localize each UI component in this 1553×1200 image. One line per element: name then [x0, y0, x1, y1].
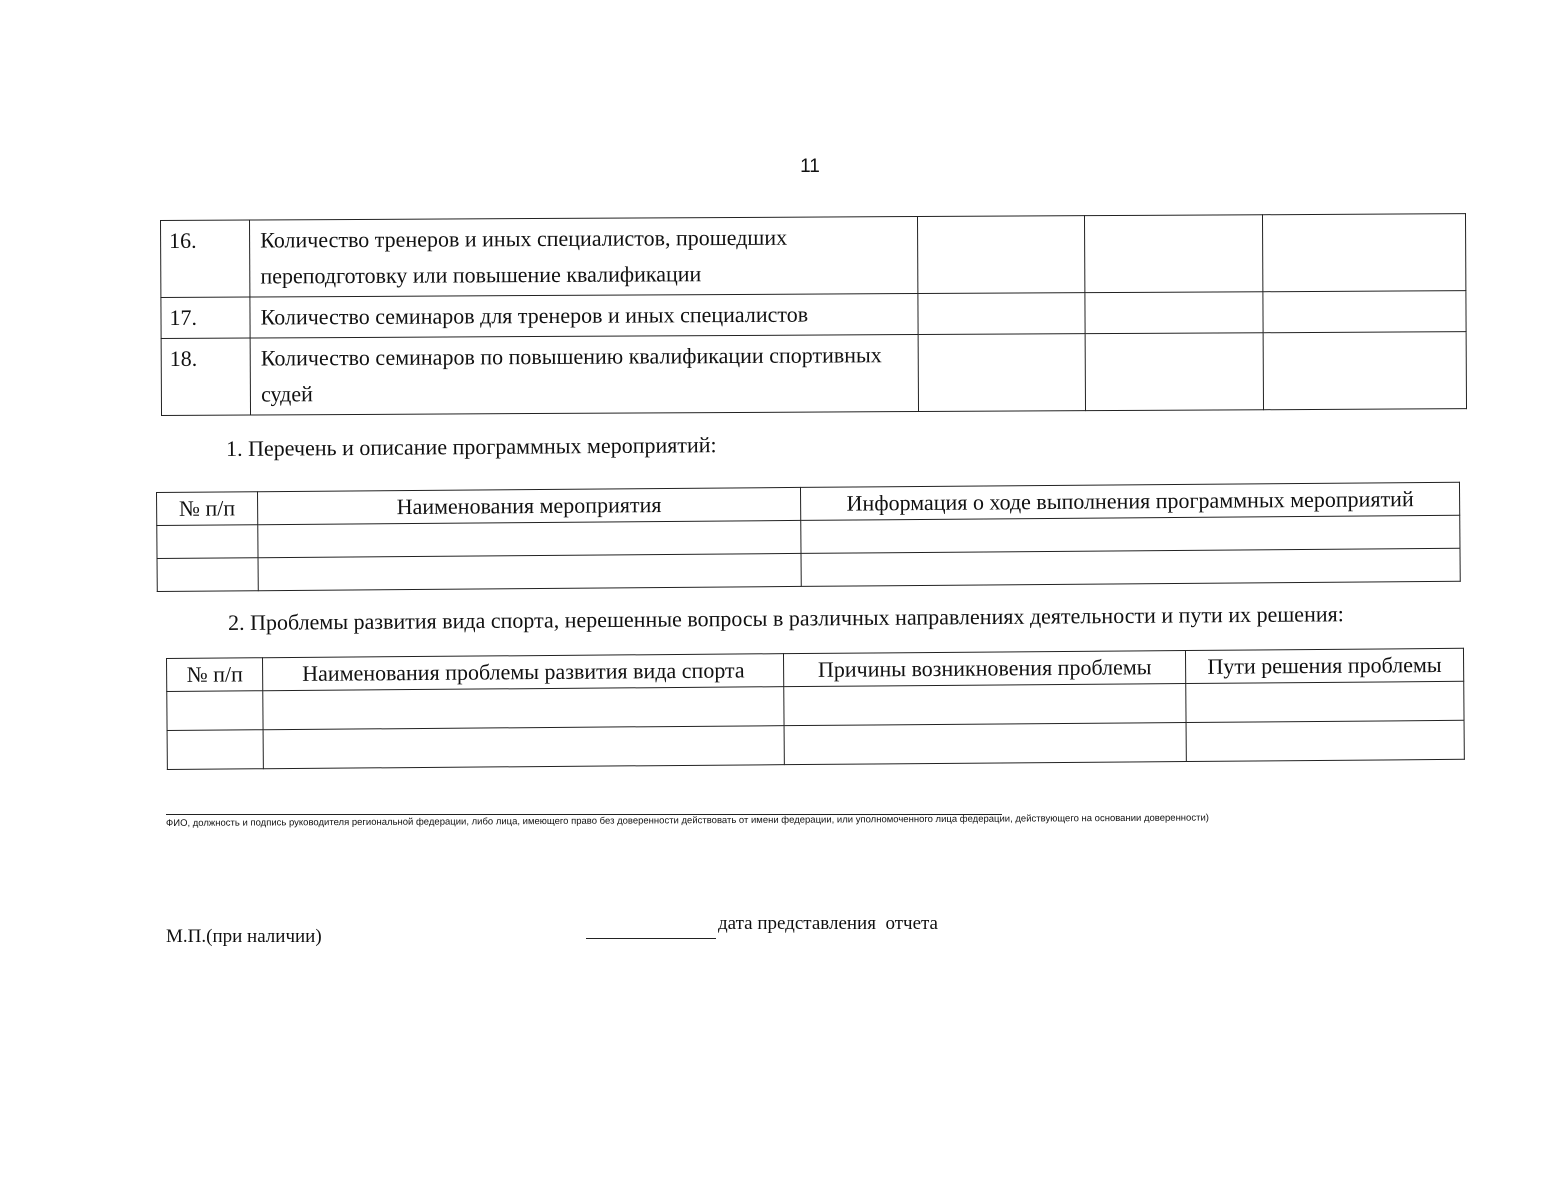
empty-cell[interactable]: [258, 553, 802, 590]
row-number: 18.: [161, 338, 251, 415]
date-line[interactable]: [586, 938, 716, 939]
empty-cell[interactable]: [784, 683, 1186, 725]
column-header-progress-info: Информация о ходе выполнения программных мероприятий: [801, 482, 1460, 520]
empty-cell[interactable]: [167, 730, 264, 770]
problems-table: [166, 648, 1465, 770]
indicator-name: Количество семинаров по повышению квалификации спортивных судей: [250, 335, 918, 415]
empty-cell[interactable]: [257, 520, 801, 557]
empty-cell[interactable]: [1186, 681, 1464, 722]
empty-cell[interactable]: [167, 691, 264, 731]
table-row: [161, 332, 1466, 416]
empty-cell[interactable]: [1186, 720, 1464, 761]
table-row: [161, 291, 1466, 339]
empty-cell[interactable]: [784, 722, 1186, 764]
value-cell[interactable]: [1085, 215, 1263, 293]
row-number: 16.: [161, 220, 251, 297]
page-number: 11: [800, 156, 820, 177]
value-cell[interactable]: [918, 216, 1086, 294]
section-1-heading: 1. Перечень и описание программных мероприятий:: [226, 432, 717, 461]
value-cell[interactable]: [1262, 214, 1466, 292]
column-header-event-name: Наименования мероприятия: [257, 487, 801, 524]
table-row: [161, 214, 1466, 298]
empty-cell[interactable]: [157, 525, 258, 559]
signature-caption: ФИО, должность и подпись руководителя региональной федерации, либо лица, имеющего право без доверенности действовать от имени федерации, или уполномоченного лица федерации, действующего на основании доверенности): [166, 812, 1209, 829]
column-header-number: № п/п: [167, 658, 263, 692]
empty-cell[interactable]: [157, 558, 258, 592]
value-cell[interactable]: [1085, 292, 1262, 334]
empty-cell[interactable]: [801, 515, 1460, 553]
value-cell[interactable]: [1263, 291, 1467, 333]
value-cell[interactable]: [1085, 333, 1263, 411]
column-header-problem-name: Наименования проблемы развития вида спорта: [263, 654, 784, 691]
value-cell[interactable]: [1263, 332, 1467, 410]
value-cell[interactable]: [918, 334, 1086, 412]
empty-cell[interactable]: [263, 726, 784, 769]
indicator-name: Количество тренеров и иных специалистов, прошедших переподготовку или повышение квалификации: [250, 217, 918, 297]
events-table: [156, 482, 1461, 592]
date-label: дата представления отчета: [718, 913, 938, 934]
empty-cell[interactable]: [801, 548, 1460, 586]
row-number: 17.: [161, 297, 250, 338]
indicators-table: [160, 213, 1467, 416]
indicator-name: Количество семинаров для тренеров и иных специалистов: [250, 294, 918, 338]
column-header-number: № п/п: [157, 492, 258, 526]
empty-cell[interactable]: [263, 687, 784, 730]
section-2-heading: 2. Проблемы развития вида спорта, нерешенные вопросы в различных направлениях деятельности и пути их решения:: [228, 601, 1344, 635]
stamp-label: М.П.(при наличии): [166, 926, 322, 947]
column-header-problem-causes: Причины возникновения проблемы: [784, 650, 1186, 686]
value-cell[interactable]: [918, 293, 1085, 335]
column-header-solutions: Пути решения проблемы: [1185, 648, 1463, 683]
